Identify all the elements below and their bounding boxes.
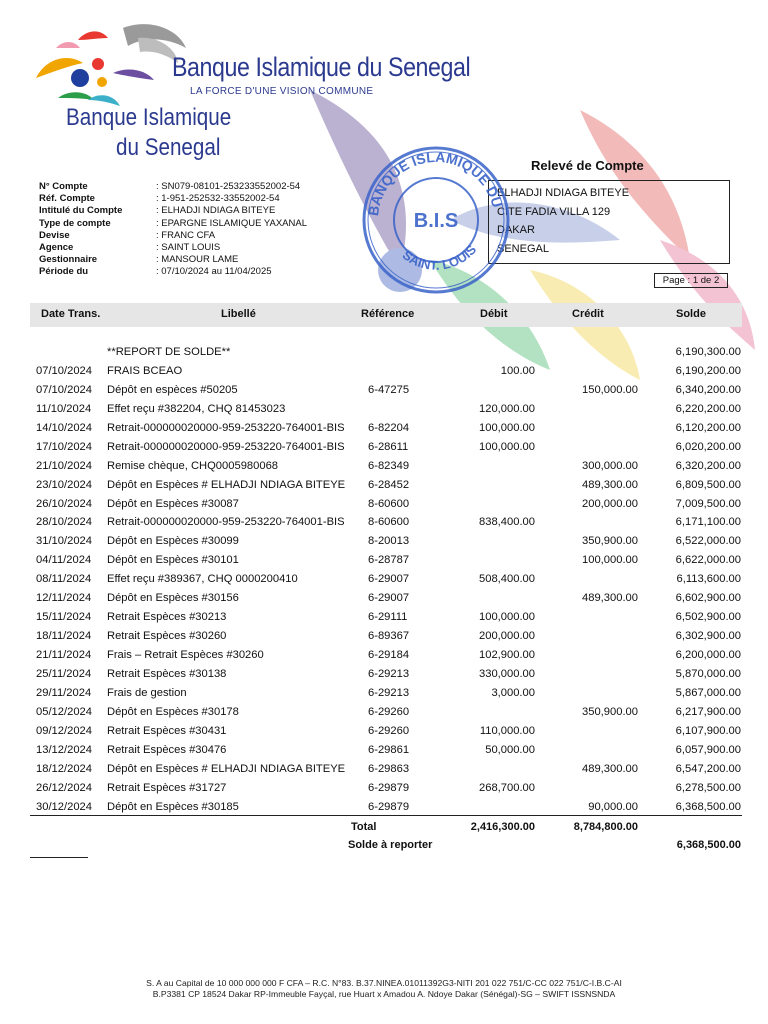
cell-date: 07/10/2024 bbox=[36, 364, 92, 377]
cell-reference: 6-29213 bbox=[368, 686, 410, 699]
cell-date: 18/12/2024 bbox=[36, 762, 92, 775]
info-row-period bbox=[39, 266, 307, 278]
cell-reference: 6-82204 bbox=[368, 421, 410, 434]
cell-solde: 6,020,200.00 bbox=[675, 440, 741, 453]
header-libelle: Libellé bbox=[221, 308, 256, 320]
cell-date: 21/10/2024 bbox=[36, 459, 92, 472]
cell-date: 28/10/2024 bbox=[36, 516, 92, 529]
table-row bbox=[0, 458, 768, 477]
cell-solde: 6,171,100.00 bbox=[675, 516, 741, 529]
cell-libelle: Dépôt en Espèces # ELHADJI NDIAGA BITEYE bbox=[107, 762, 346, 775]
cell-debit: 100,000.00 bbox=[479, 421, 535, 434]
table-divider-short bbox=[30, 857, 88, 858]
total-label: Total bbox=[351, 821, 377, 833]
cell-reference: 6-82349 bbox=[368, 459, 410, 472]
statement-title: Relevé de Compte bbox=[531, 158, 644, 173]
cell-date: 07/10/2024 bbox=[36, 383, 92, 396]
info-row-currency bbox=[39, 230, 307, 242]
footer-line: S. A au Capital de 10 000 000 000 F CFA – R.C. N°83. B.37.NINEA.01011392G3-NITI 201 022 751/C-CC 022 751/C-I.B.C-AI bbox=[146, 978, 622, 988]
bank-tagline: LA FORCE D'UNE VISION COMMUNE bbox=[190, 86, 374, 97]
cell-credit: 489,300.00 bbox=[582, 592, 638, 605]
cell-date: 04/11/2024 bbox=[36, 554, 92, 567]
table-row bbox=[0, 533, 768, 552]
cell-debit: 50,000.00 bbox=[485, 743, 535, 756]
info-value: : SAINT LOUIS bbox=[156, 242, 221, 254]
total-credit: 8,784,800.00 bbox=[573, 821, 638, 833]
table-row bbox=[0, 628, 768, 647]
cell-date: 14/10/2024 bbox=[36, 421, 92, 434]
table-row bbox=[0, 590, 768, 609]
table-row bbox=[0, 780, 768, 799]
cell-reference: 8-60600 bbox=[368, 497, 410, 510]
info-row-account-ref bbox=[39, 193, 307, 205]
cell-libelle: FRAIS BCEAO bbox=[107, 364, 183, 377]
table-row bbox=[0, 363, 768, 382]
table-row bbox=[0, 477, 768, 496]
cell-solde: 6,502,900.00 bbox=[675, 611, 741, 624]
cell-credit: 350,900.00 bbox=[582, 705, 638, 718]
cell-solde: 6,278,500.00 bbox=[675, 781, 741, 794]
cell-date: 05/12/2024 bbox=[36, 705, 92, 718]
table-row bbox=[0, 723, 768, 742]
cell-solde: 6,547,200.00 bbox=[675, 762, 741, 775]
cell-reference: 8-20013 bbox=[368, 535, 410, 548]
cell-reference: 6-29260 bbox=[368, 724, 410, 737]
cell-date: 21/11/2024 bbox=[36, 649, 92, 661]
footer-line: B.P3381 CP 18524 Dakar RP-Immeuble Fayçal, rue Huart x Amadou A. Ndoye Dakar (Sénégal)-SG – SWIFT ISSNSNDA bbox=[152, 989, 616, 999]
cell-credit: 150,000.00 bbox=[582, 383, 638, 396]
info-label: Type de compte bbox=[39, 217, 111, 229]
cell-libelle: Retrait Espèces #30431 bbox=[107, 724, 227, 737]
cell-reference: 6-29861 bbox=[368, 743, 410, 756]
cell-reference: 6-29184 bbox=[368, 649, 410, 661]
table-row bbox=[0, 496, 768, 515]
cell-solde: 6,622,000.00 bbox=[675, 554, 741, 567]
info-value: : EPARGNE ISLAMIQUE YAXANAL bbox=[156, 217, 307, 229]
table-row bbox=[0, 420, 768, 439]
cell-libelle: Effet reçu #389367, CHQ 0000200410 bbox=[107, 573, 298, 586]
cell-solde: 6,113,600.00 bbox=[676, 573, 741, 586]
cell-solde: 6,190,200.00 bbox=[675, 364, 741, 377]
cell-debit: 100.00 bbox=[500, 364, 535, 377]
cell-libelle: Retrait-000000020000-959-253220-764001-BIS bbox=[107, 421, 345, 434]
cell-date: 09/12/2024 bbox=[36, 724, 92, 737]
info-value: : 1-951-252532-33552002-54 bbox=[156, 193, 280, 205]
cell-reference: 6-29879 bbox=[368, 800, 410, 813]
info-label: Agence bbox=[39, 242, 74, 254]
cell-libelle: Dépôt en Espèces # ELHADJI NDIAGA BITEYE bbox=[107, 478, 346, 491]
cell-reference: 6-28611 bbox=[368, 440, 409, 453]
cell-credit: 200,000.00 bbox=[582, 497, 638, 510]
table-row bbox=[0, 666, 768, 685]
cell-libelle: Dépôt en Espèces #30087 bbox=[107, 497, 239, 510]
info-label: N° Compte bbox=[39, 181, 88, 192]
cell-debit: 100,000.00 bbox=[479, 440, 535, 453]
account-info bbox=[39, 181, 307, 279]
header-reference: Référence bbox=[361, 308, 415, 320]
table-row bbox=[0, 742, 768, 761]
cell-reference: 8-60600 bbox=[368, 516, 410, 529]
table-row bbox=[0, 761, 768, 780]
cell-date: 08/11/2024 bbox=[36, 573, 92, 586]
cell-date: 26/10/2024 bbox=[36, 497, 92, 510]
table-row bbox=[0, 439, 768, 458]
bank-stamp bbox=[356, 140, 516, 300]
info-row-manager bbox=[39, 254, 307, 266]
cell-debit: 110,000.00 bbox=[479, 724, 535, 737]
cell-libelle: Retrait Espèces #30476 bbox=[107, 743, 227, 756]
cell-reference: 6-29213 bbox=[368, 667, 410, 680]
footer bbox=[0, 978, 768, 1000]
info-value: : MANSOUR LAME bbox=[156, 254, 239, 266]
cell-credit: 489,300.00 bbox=[582, 762, 638, 775]
cell-reference: 6-28452 bbox=[368, 478, 410, 491]
cell-solde: 6,120,200.00 bbox=[675, 421, 741, 434]
address-line: ELHADJI NDIAGA BITEYE bbox=[497, 187, 630, 199]
info-value: : SN079-08101-253233552002-54 bbox=[156, 181, 301, 192]
cell-date: 11/10/2024 bbox=[36, 402, 92, 415]
cell-date: 26/12/2024 bbox=[36, 781, 92, 794]
cell-debit: 100,000.00 bbox=[479, 611, 535, 624]
cell-debit: 838,400.00 bbox=[479, 516, 535, 529]
header-debit: Débit bbox=[480, 308, 508, 320]
table-row bbox=[0, 514, 768, 533]
cell-date: 12/11/2024 bbox=[36, 592, 92, 605]
cell-reference: 6-29007 bbox=[368, 592, 410, 605]
cell-debit: 120,000.00 bbox=[479, 402, 535, 415]
table-row bbox=[0, 552, 768, 571]
cell-solde: 6,809,500.00 bbox=[675, 478, 741, 491]
cell-debit: 200,000.00 bbox=[479, 630, 535, 643]
cell-libelle: Remise chèque, CHQ0005980068 bbox=[107, 459, 279, 472]
info-label: Période du bbox=[39, 266, 89, 278]
header-solde: Solde bbox=[676, 308, 706, 320]
cell-reference: 6-47275 bbox=[368, 383, 410, 396]
cell-credit: 100,000.00 bbox=[582, 554, 638, 567]
cell-reference: 6-29879 bbox=[368, 781, 410, 794]
cell-libelle: Frais – Retrait Espèces #30260 bbox=[107, 649, 264, 661]
info-label: Devise bbox=[39, 229, 70, 241]
cell-reference: 6-29260 bbox=[368, 705, 410, 718]
cell-libelle: Dépôt en Espèces #30156 bbox=[107, 592, 239, 605]
cell-solde: 6,302,900.00 bbox=[675, 630, 741, 643]
page-indicator: Page : 1 de 2 bbox=[654, 273, 728, 288]
transactions-table bbox=[0, 344, 768, 817]
cell-date: 25/11/2024 bbox=[36, 667, 92, 680]
info-value: : FRANC CFA bbox=[156, 229, 216, 241]
cell-date: 29/11/2024 bbox=[36, 686, 92, 699]
table-row bbox=[0, 382, 768, 401]
carry-forward-value: 6,368,500.00 bbox=[676, 839, 741, 851]
cell-libelle: Dépôt en Espèces #30101 bbox=[107, 554, 239, 567]
cell-solde: 6,320,200.00 bbox=[675, 459, 741, 472]
cell-solde: 6,602,900.00 bbox=[675, 592, 741, 605]
cell-date: 18/11/2024 bbox=[36, 630, 92, 643]
cell-solde: 6,057,900.00 bbox=[675, 743, 741, 756]
stamp-bottom-text: SAINT. LOUIS bbox=[399, 241, 480, 273]
cell-libelle: Retrait Espèces #30260 bbox=[107, 630, 227, 643]
cell-solde: 7,009,500.00 bbox=[675, 497, 741, 510]
cell-libelle: Retrait-000000020000-959-253220-764001-BIS bbox=[107, 440, 345, 453]
info-label: Intitulé du Compte bbox=[39, 205, 123, 217]
cell-debit: 508,400.00 bbox=[479, 573, 535, 586]
cell-solde: 6,340,200.00 bbox=[675, 383, 741, 396]
table-row bbox=[0, 609, 768, 628]
cell-date: 31/10/2024 bbox=[36, 535, 92, 548]
info-value: : 07/10/2024 au 11/04/2025 bbox=[156, 266, 272, 278]
cell-reference: 6-29007 bbox=[368, 573, 410, 586]
cell-solde: 6,200,000.00 bbox=[675, 649, 741, 661]
table-row bbox=[0, 571, 768, 590]
cell-date: 30/12/2024 bbox=[36, 800, 92, 813]
cell-reference: 6-29863 bbox=[368, 762, 410, 775]
table-divider bbox=[30, 815, 742, 816]
info-row-account-title bbox=[39, 205, 307, 217]
info-row-account-type bbox=[39, 218, 307, 230]
cell-reference: 6-28787 bbox=[368, 554, 410, 567]
table-row bbox=[0, 401, 768, 420]
info-row-account-number bbox=[39, 181, 307, 193]
bank-name-line2: du Senegal bbox=[116, 134, 221, 161]
cell-date: 15/11/2024 bbox=[36, 611, 92, 624]
cell-date: 13/12/2024 bbox=[36, 743, 92, 756]
cell-libelle: Retrait Espèces #30213 bbox=[107, 611, 227, 624]
cell-solde: 6,217,900.00 bbox=[675, 705, 741, 718]
cell-libelle: Dépôt en Espèces #30178 bbox=[107, 705, 239, 718]
info-label: Gestionnaire bbox=[39, 254, 98, 266]
address-line: DAKAR bbox=[497, 224, 535, 236]
cell-solde: 6,368,500.00 bbox=[675, 800, 741, 813]
cell-libelle: Retrait Espèces #31727 bbox=[107, 781, 227, 794]
cell-reference: 6-89367 bbox=[368, 630, 410, 643]
bank-name-line1: Banque Islamique bbox=[66, 104, 232, 131]
cell-debit: 330,000.00 bbox=[479, 667, 535, 680]
cell-libelle: **REPORT DE SOLDE** bbox=[107, 346, 231, 358]
cell-credit: 300,000.00 bbox=[582, 459, 638, 472]
cell-libelle: Dépôt en Espèces #30185 bbox=[107, 800, 239, 813]
cell-date: 17/10/2024 bbox=[36, 440, 92, 453]
cell-debit: 102,900.00 bbox=[479, 649, 535, 661]
info-label: Réf. Compte bbox=[39, 193, 95, 205]
cell-libelle: Dépôt en espèces #50205 bbox=[107, 383, 238, 396]
address-line: CITE FADIA VILLA 129 bbox=[497, 205, 611, 218]
table-header bbox=[30, 303, 742, 327]
stamp-top-text: BANQUE ISLAMIQUE DU bbox=[365, 148, 506, 217]
cell-date: 23/10/2024 bbox=[36, 478, 92, 491]
header-credit: Crédit bbox=[572, 308, 604, 320]
table-row bbox=[0, 704, 768, 723]
cell-debit: 268,700.00 bbox=[479, 781, 535, 794]
cell-libelle: Retrait-000000020000-959-253220-764001-BIS bbox=[107, 516, 345, 529]
table-row bbox=[0, 647, 768, 666]
bank-name-header: Banque Islamique du Senegal bbox=[172, 52, 471, 82]
cell-libelle: Dépôt en Espèces #30099 bbox=[107, 535, 239, 548]
cell-libelle: Frais de gestion bbox=[107, 686, 187, 699]
info-value: : ELHADJI NDIAGA BITEYE bbox=[156, 205, 276, 217]
cell-debit: 3,000.00 bbox=[491, 686, 535, 699]
stamp-center-text: B.I.S bbox=[413, 210, 459, 232]
cell-solde: 6,220,200.00 bbox=[675, 402, 741, 415]
carry-forward-label: Solde à reporter bbox=[348, 839, 433, 851]
cell-credit: 489,300.00 bbox=[582, 478, 638, 491]
address-box bbox=[488, 180, 730, 264]
cell-solde: 5,870,000.00 bbox=[675, 667, 741, 680]
cell-libelle: Retrait Espèces #30138 bbox=[107, 667, 227, 680]
cell-reference: 6-29111 bbox=[368, 611, 408, 624]
header-date: Date Trans. bbox=[41, 308, 101, 320]
table-row bbox=[0, 344, 768, 363]
cell-solde: 6,522,000.00 bbox=[675, 535, 741, 548]
cell-solde: 6,107,900.00 bbox=[675, 724, 741, 737]
cell-credit: 350,900.00 bbox=[582, 535, 638, 548]
address-line: SENEGAL bbox=[497, 242, 549, 255]
cell-solde: 6,190,300.00 bbox=[675, 346, 741, 358]
cell-credit: 90,000.00 bbox=[588, 800, 638, 813]
table-row bbox=[0, 685, 768, 704]
cell-libelle: Effet reçu #382204, CHQ 81453023 bbox=[107, 402, 286, 415]
cell-solde: 5,867,000.00 bbox=[675, 686, 741, 699]
total-debit: 2,416,300.00 bbox=[470, 821, 535, 833]
info-row-agency bbox=[39, 242, 307, 254]
